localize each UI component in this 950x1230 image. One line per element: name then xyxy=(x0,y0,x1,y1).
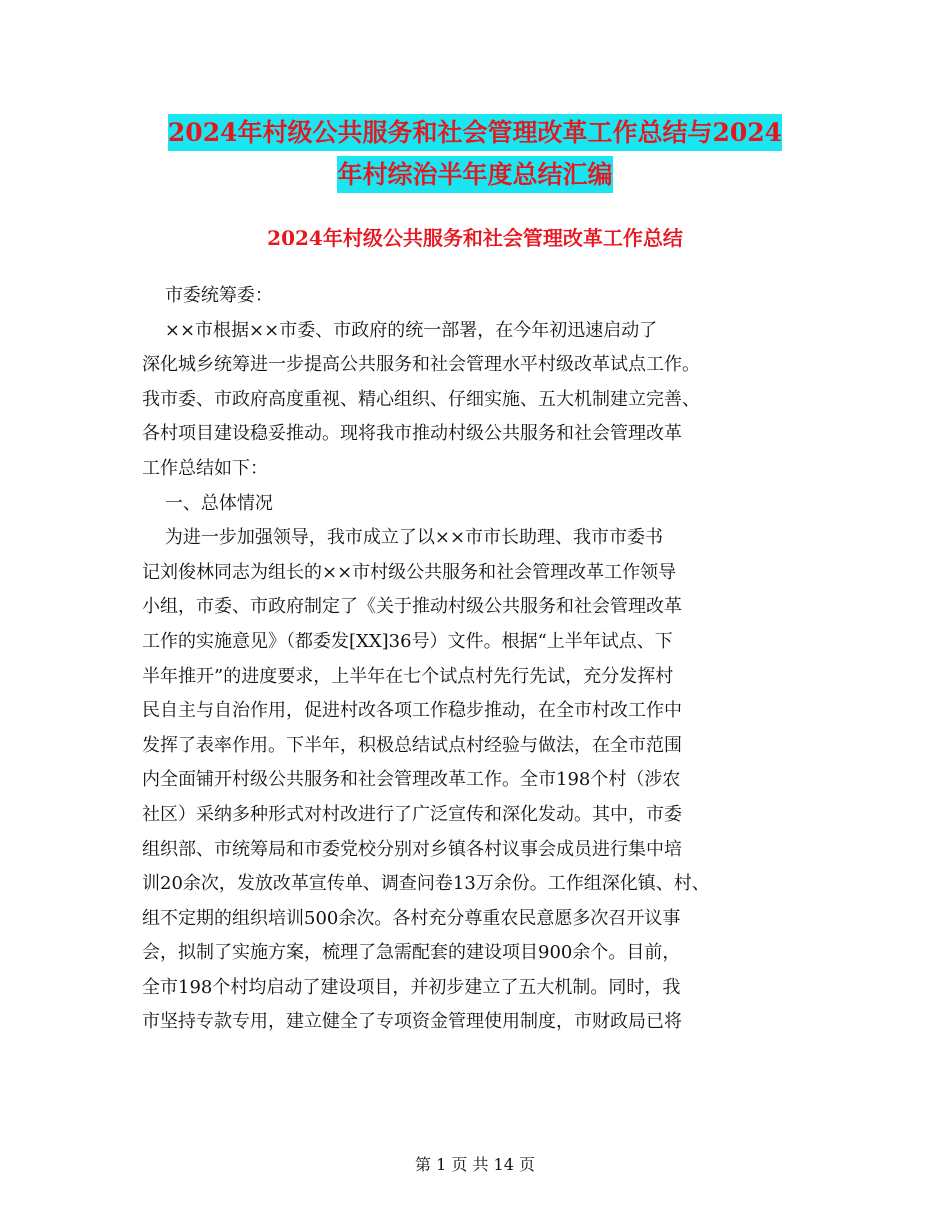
body-line: 记刘俊林同志为组长的××市村级公共服务和社会管理改革工作领导 xyxy=(142,561,677,583)
body-line: 半年推开”的进度要求，上半年在七个试点村先行先试，充分发挥村 xyxy=(142,665,674,687)
body-line: 社区）采纳多种形式对村改进行了广泛宣传和深化发动。其中，市委 xyxy=(142,803,682,825)
document-body xyxy=(142,279,812,1040)
body-line: 全市198个村均启动了建设项目，并初步建立了五大机制。同时，我 xyxy=(142,976,681,998)
body-line: 组不定期的组织培训500余次。各村充分尊重农民意愿多次召开议事 xyxy=(142,907,681,929)
body-line: 会，拟制了实施方案，梳理了急需配套的建设项目900余个。目前， xyxy=(142,942,681,964)
body-line: 发挥了表率作用。下半年，积极总结试点村经验与做法，在全市范围 xyxy=(142,734,682,756)
body-line: 市委统筹委： xyxy=(142,285,273,306)
body-line: 工作总结如下： xyxy=(142,457,268,479)
page-footer: 第 1 页 共 14 页 xyxy=(415,1155,535,1174)
body-line: 工作的实施意见》（都委发[XX]36号）文件。根据“上半年试点、下 xyxy=(142,630,673,652)
body-line: 我市委、市政府高度重视、精心组织、仔细实施、五大机制建立完善、 xyxy=(142,388,700,410)
body-line: 各村项目建设稳妥推动。现将我市推动村级公共服务和社会管理改革 xyxy=(142,423,682,445)
body-line: 一、总体情况 xyxy=(142,492,273,514)
document-title-text-2: 年村综治半年度总结汇编 xyxy=(337,156,612,193)
document-title-line-2 xyxy=(140,150,810,200)
body-line: ××市根据××市委、市政府的统一部署，在今年初迅速启动了 xyxy=(142,319,658,341)
body-line: 内全面铺开村级公共服务和社会管理改革工作。全市198个村（涉农 xyxy=(142,769,681,791)
body-line: 市坚持专款专用，建立健全了专项资金管理使用制度，市财政局已将 xyxy=(142,1011,682,1033)
body-line: 为进一步加强领导，我市成立了以××市市长助理、我市市委书 xyxy=(142,527,664,549)
body-line: 训20余次，发放改革宣传单、调查问卷13万余份。工作组深化镇、村、 xyxy=(142,873,710,895)
section-title: 2024年村级公共服务和社会管理改革工作总结 xyxy=(267,226,683,250)
body-line: 民自主与自治作用，促进村改各项工作稳步推动，在全市村改工作中 xyxy=(142,700,682,722)
body-line: 组织部、市统筹局和市委党校分别对乡镇各村议事会成员进行集中培 xyxy=(142,838,682,860)
document-title-text-1: 2024年村级公共服务和社会管理改革工作总结与2024 xyxy=(168,114,782,151)
body-line: 深化城乡统筹进一步提高公共服务和社会管理水平村级改革试点工作。 xyxy=(142,354,700,376)
body-line: 小组，市委、市政府制定了《关于推动村级公共服务和社会管理改革 xyxy=(142,596,682,618)
